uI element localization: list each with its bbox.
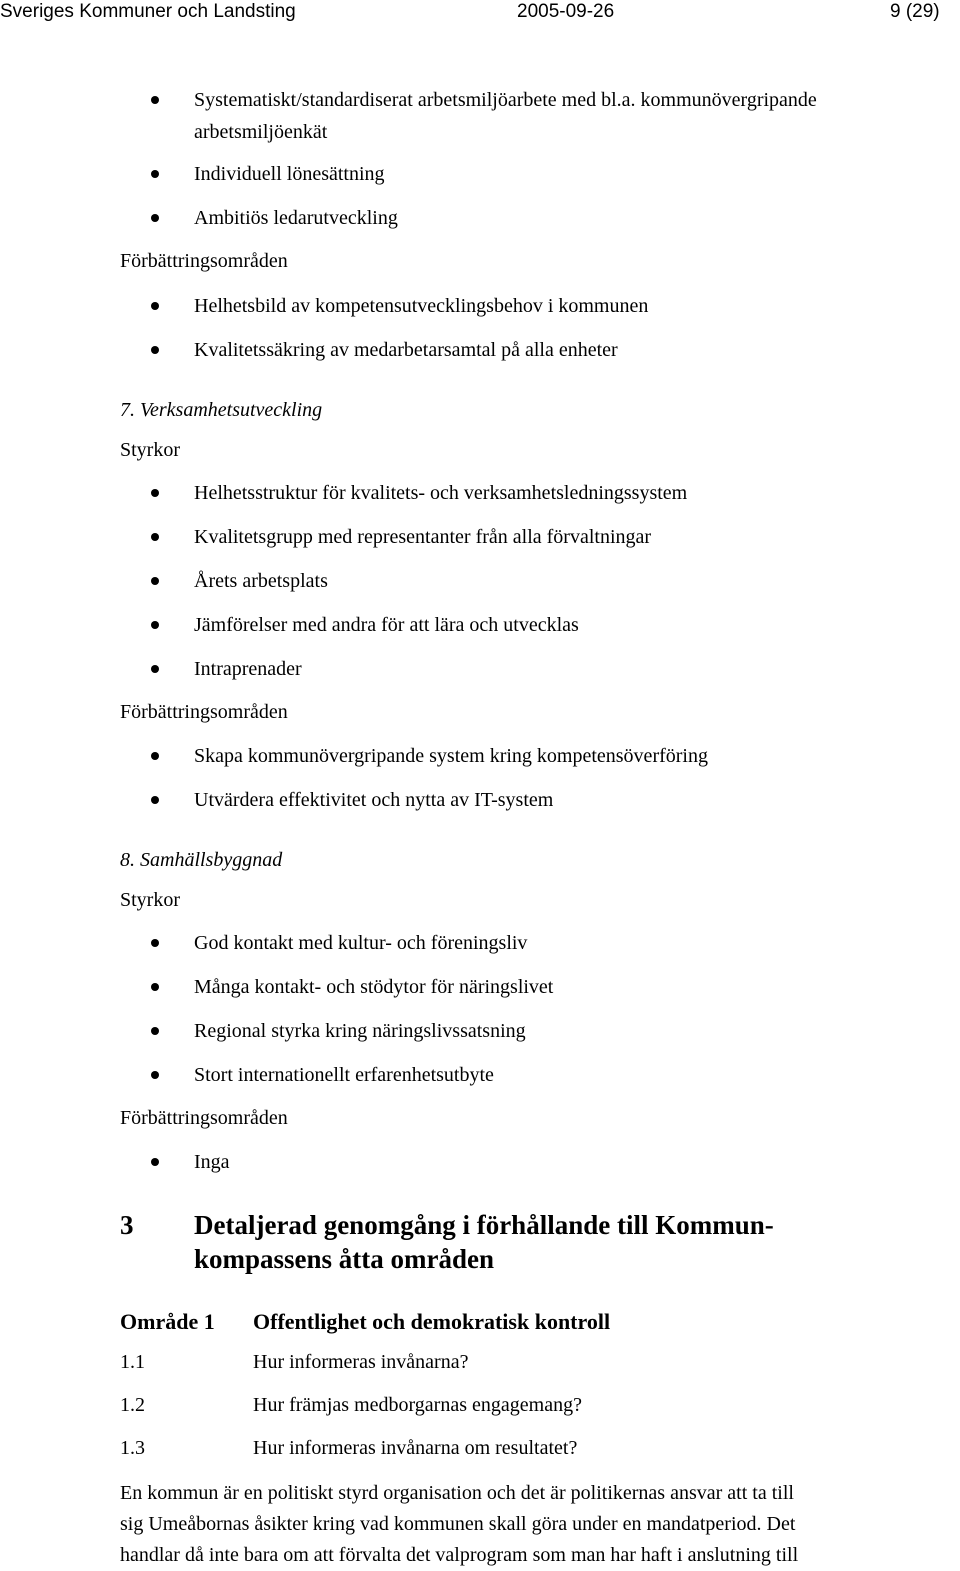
question-number: 1.2	[120, 1394, 145, 1416]
section-heading: 8. Samhällsbyggnad	[120, 849, 283, 871]
improvements-label: Förbättringsområden	[120, 250, 288, 272]
bullet-icon	[151, 1158, 159, 1166]
list-item: Jämförelser med andra för att lära och utvecklas	[194, 614, 579, 636]
list-item: Helhetsbild av kompetensutvecklingsbehov i kommunen	[194, 295, 649, 317]
improvements-label: Förbättringsområden	[120, 701, 288, 723]
paragraph-line: handlar då inte bara om att förvalta det valprogram som man har haft i anslutning till	[120, 1544, 799, 1566]
chapter-title-line: kompassens åtta områden	[194, 1244, 495, 1274]
improvements-label: Förbättringsområden	[120, 1107, 288, 1129]
bullet-icon	[151, 577, 159, 585]
list-item: Skapa kommunövergripande system kring kompetensöverföring	[194, 745, 708, 767]
list-item: Individuell lönesättning	[194, 163, 385, 185]
area-title: Offentlighet och demokratisk kontroll	[253, 1309, 611, 1334]
header-organization: Sveriges Kommuner och Landsting	[0, 1, 296, 22]
list-item: Helhetsstruktur för kvalitets- och verksamhetsledningssystem	[194, 482, 688, 504]
question-number: 1.3	[120, 1437, 145, 1459]
header-date: 2005-09-26	[517, 1, 615, 22]
list-item: Intraprenader	[194, 658, 302, 680]
bullet-icon	[151, 939, 159, 947]
list-item: Systematiskt/standardiserat arbetsmiljöarbete med bl.a. kommunövergripande	[194, 89, 817, 111]
paragraph-line: sig Umeåbornas åsikter kring vad kommunen skall göra under en mandatperiod. Det	[120, 1513, 796, 1535]
area-label: Område 1	[120, 1309, 215, 1334]
question-text: Hur informeras invånarna om resultatet?	[253, 1437, 578, 1459]
bullet-icon	[151, 752, 159, 760]
bullet-icon	[151, 665, 159, 673]
header-page-number: 9 (29)	[890, 1, 940, 22]
bullet-icon	[151, 302, 159, 310]
list-item: Kvalitetsgrupp med representanter från alla förvaltningar	[194, 526, 652, 548]
bullet-icon	[151, 489, 159, 497]
list-item: Årets arbetsplats	[194, 570, 328, 592]
list-item: Stort internationellt erfarenhetsutbyte	[194, 1064, 494, 1086]
question-text: Hur främjas medborgarnas engagemang?	[253, 1394, 582, 1416]
bullet-icon	[151, 214, 159, 222]
bullet-icon	[151, 170, 159, 178]
bullet-icon	[151, 346, 159, 354]
list-item: Regional styrka kring näringslivssatsning	[194, 1020, 526, 1042]
list-item: Utvärdera effektivitet och nytta av IT-system	[194, 789, 554, 811]
bullet-icon	[151, 621, 159, 629]
list-item: God kontakt med kultur- och föreningsliv	[194, 932, 528, 954]
paragraph-line: En kommun är en politiskt styrd organisation och det är politikernas ansvar att ta till	[120, 1482, 794, 1504]
bullet-icon	[151, 1027, 159, 1035]
bullet-icon	[151, 96, 159, 104]
list-item: Ambitiös ledarutveckling	[194, 207, 398, 229]
body-paragraph	[120, 1478, 900, 1571]
list-item: Många kontakt- och stödytor för näringslivet	[194, 976, 554, 998]
question-number: 1.1	[120, 1351, 145, 1373]
chapter-number: 3	[120, 1210, 134, 1240]
strengths-label: Styrkor	[120, 889, 180, 911]
list-item-continuation: arbetsmiljöenkät	[194, 121, 328, 143]
page-header	[0, 0, 960, 26]
question-text: Hur informeras invånarna?	[253, 1351, 469, 1373]
chapter-title-line: Detaljerad genomgång i förhållande till Kommun-	[194, 1210, 774, 1240]
list-item: Kvalitetssäkring av medarbetarsamtal på alla enheter	[194, 339, 618, 361]
bullet-icon	[151, 1071, 159, 1079]
section-heading: 7. Verksamhetsutveckling	[120, 399, 323, 421]
bullet-icon	[151, 796, 159, 804]
bullet-icon	[151, 983, 159, 991]
strengths-label: Styrkor	[120, 439, 180, 461]
list-item: Inga	[194, 1151, 230, 1173]
bullet-icon	[151, 533, 159, 541]
